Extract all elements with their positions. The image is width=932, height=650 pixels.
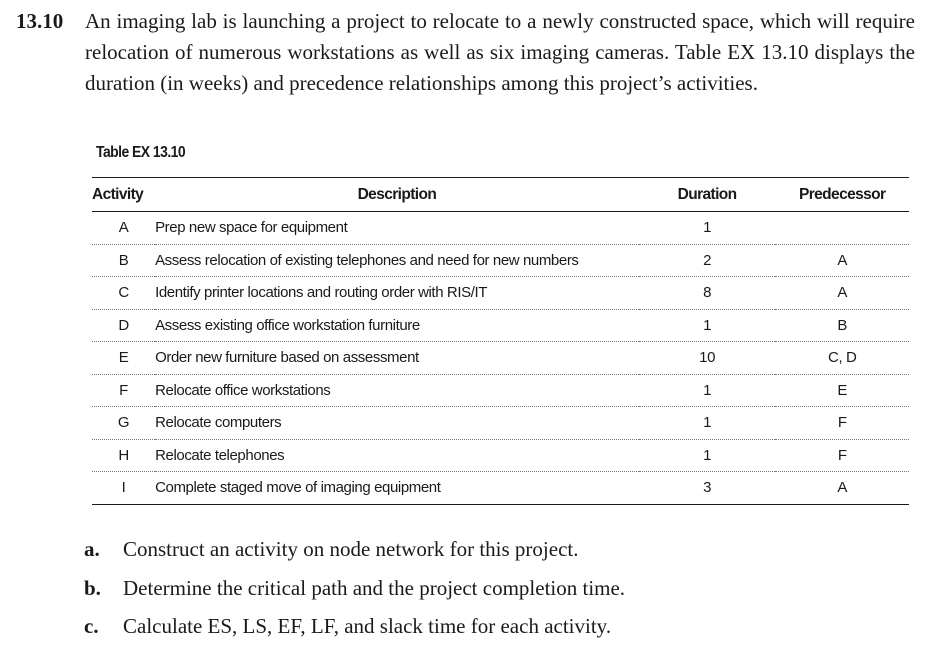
header-description: Description — [357, 185, 437, 203]
subquestion-list — [84, 534, 625, 650]
table-header-row — [92, 178, 909, 212]
cell-activity: E — [118, 349, 129, 367]
subquestion-text: Determine the critical path and the project completion time. — [123, 575, 626, 600]
header-duration: Duration — [677, 185, 737, 203]
subquestion-letter: b. — [84, 575, 101, 600]
subquestion-a — [84, 534, 625, 573]
cell-activity: B — [118, 251, 129, 269]
table-row — [92, 439, 909, 472]
cell-predecessor: E — [837, 381, 848, 399]
cell-duration: 3 — [703, 479, 712, 497]
cell-predecessor: C, D — [828, 349, 857, 367]
subquestion-c — [84, 611, 625, 650]
cell-description: Order new furniture based on assessment — [155, 349, 419, 367]
header-activity: Activity — [92, 185, 144, 203]
cell-description: Identify printer locations and routing order with RIS/IT — [155, 284, 488, 302]
problem-text: An imaging lab is launching a project to relocate to a newly constructed space, which will require relocation of numerous workstations as well as six imaging cameras. Table EX 13.10 displays the duration (in weeks) and precedence relationships among this project’s activities. — [85, 9, 915, 95]
subquestion-text: Construct an activity on node network for this project. — [123, 537, 579, 561]
cell-duration: 10 — [699, 349, 716, 367]
subquestion-letter: a. — [84, 537, 100, 561]
cell-predecessor — [775, 212, 909, 245]
cell-duration: 1 — [703, 414, 712, 432]
cell-description: Prep new space for equipment — [155, 219, 348, 237]
table-row — [92, 212, 909, 245]
table-row — [92, 277, 909, 310]
cell-activity: H — [118, 446, 129, 464]
cell-predecessor: A — [837, 479, 848, 497]
cell-description: Assess existing office workstation furniture — [155, 316, 420, 334]
cell-duration: 1 — [703, 316, 712, 334]
cell-duration: 1 — [703, 219, 712, 237]
cell-predecessor: A — [837, 284, 848, 302]
cell-predecessor: B — [837, 316, 848, 334]
cell-activity: I — [121, 479, 126, 497]
cell-activity: F — [119, 381, 128, 399]
cell-activity: A — [118, 219, 129, 237]
cell-activity: G — [117, 414, 130, 432]
cell-activity: C — [118, 284, 129, 302]
table-row — [92, 407, 909, 440]
table-row — [92, 309, 909, 342]
table-row — [92, 472, 909, 505]
header-predecessor: Predecessor — [798, 185, 886, 203]
cell-description: Assess relocation of existing telephones and need for new numbers — [155, 251, 579, 269]
cell-duration: 1 — [703, 446, 712, 464]
activity-table — [92, 177, 909, 505]
cell-duration: 2 — [703, 251, 712, 269]
cell-description: Relocate office workstations — [155, 381, 331, 399]
table-row — [92, 244, 909, 277]
problem-number: 13.10 — [16, 9, 64, 33]
cell-predecessor: F — [837, 446, 847, 464]
table-row — [92, 374, 909, 407]
cell-description: Relocate computers — [155, 414, 282, 432]
cell-activity: D — [118, 316, 129, 334]
subquestion-text: Calculate ES, LS, EF, LF, and slack time for each activity. — [123, 614, 612, 638]
cell-predecessor: F — [837, 414, 847, 432]
cell-description: Relocate telephones — [155, 446, 285, 464]
cell-duration: 8 — [703, 284, 712, 302]
cell-description: Complete staged move of imaging equipment — [155, 479, 441, 497]
cell-predecessor: A — [837, 251, 848, 269]
subquestion-letter: c. — [84, 614, 99, 638]
table-row — [92, 342, 909, 375]
table-caption: Table EX 13.10 — [96, 144, 186, 161]
subquestion-b — [84, 573, 625, 612]
cell-duration: 1 — [703, 381, 712, 399]
